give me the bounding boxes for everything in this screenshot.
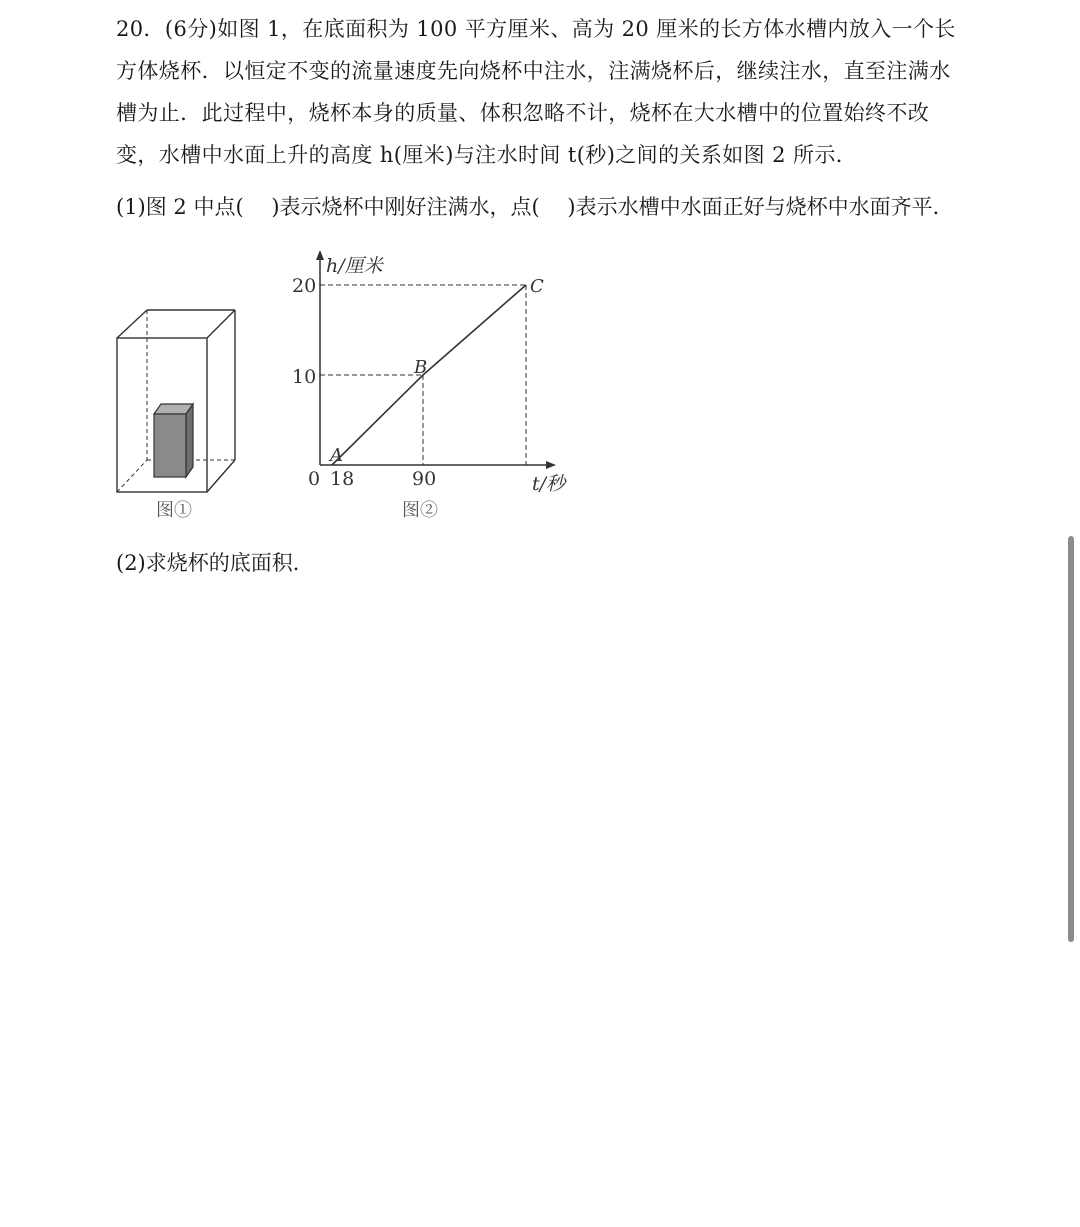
figure-2-graph xyxy=(292,250,569,521)
y-tick-10: 10 xyxy=(292,366,317,388)
figures-svg xyxy=(100,240,600,540)
question-part-1: (1)图 2 中点( )表示烧杯中刚好注满水，点( )表示水槽中水面正好与烧杯中水面齐平． xyxy=(116,195,954,219)
figures-area xyxy=(100,240,600,540)
problem-intro: 20．(6分)如图 1，在底面积为 100 平方厘米、高为 20 厘米的长方体水槽内放入一个长方体烧杯．以恒定不变的流量速度先向烧杯中注水，注满烧杯后，继续注水，直至注满水槽为止．此过程中，烧杯本身的质量、体积忽略不计，烧杯在大水槽中的位置始终不改变，水槽中水面上升的高度 h(厘米)与注水时间 t(秒)之间的关系如图 2 所示． xyxy=(116,17,956,167)
y-tick-20: 20 xyxy=(292,275,317,297)
beaker-box xyxy=(154,404,193,477)
origin-label: 0 xyxy=(308,468,321,490)
x-axis-label: t/秒 xyxy=(532,473,566,495)
x-tick-90: 90 xyxy=(412,468,437,490)
problem-statement xyxy=(116,8,966,176)
figure-1-tank xyxy=(117,310,235,521)
x-tick-18: 18 xyxy=(330,468,355,490)
point-b-label: B xyxy=(414,357,428,378)
y-axis-label: h/厘米 xyxy=(326,255,383,277)
figure-1-caption: 图① xyxy=(156,500,192,521)
scrollbar-thumb[interactable] xyxy=(1068,536,1074,942)
point-a-label: A xyxy=(330,445,343,466)
point-c-label: C xyxy=(530,276,544,297)
scrollbar[interactable] xyxy=(1066,0,1080,1227)
question-part-2: (2)求烧杯的底面积． xyxy=(116,551,314,575)
figure-2-caption: 图② xyxy=(402,500,438,521)
